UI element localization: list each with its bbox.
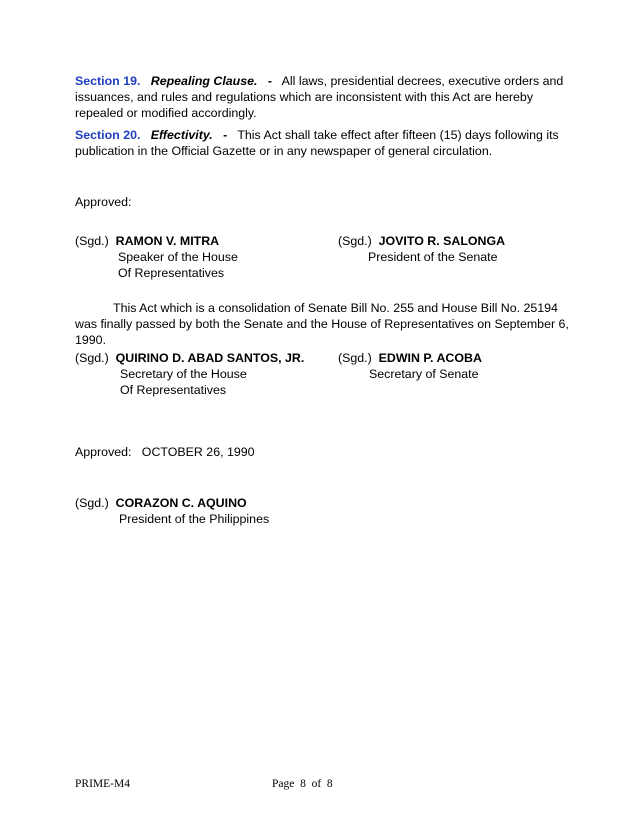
- signatory-title: Speaker of the House: [118, 250, 238, 264]
- sgd-label: (Sgd.): [75, 351, 109, 365]
- section-19: [75, 73, 575, 121]
- section-title: Effectivity.: [150, 128, 213, 142]
- consolidation-paragraph: This Act which is a consolidation of Senate Bill No. 255 and House Bill No. 25194 was finally passed by both the Senate and the House of Representatives on September 6, 1990.: [75, 301, 569, 347]
- section-title: Repealing Clause.: [150, 74, 258, 88]
- section-number: Section 20.: [75, 128, 141, 142]
- sgd-label: (Sgd.): [75, 496, 109, 510]
- signature-block-speaker: [75, 233, 325, 281]
- section-dash: -: [267, 74, 272, 88]
- footer-document-code: PRIME-M4: [75, 778, 130, 790]
- signatory-title-2: Of Representatives: [120, 383, 227, 397]
- section-text: All laws, presidential decrees, executive orders and issuances, and rules and regulations which are inconsistent with this Act are hereby repealed or modified accordingly.: [75, 74, 564, 120]
- sgd-label: (Sgd.): [338, 351, 372, 365]
- signatory-title-2: Of Representatives: [118, 266, 225, 280]
- section-text: This Act shall take effect after fifteen (15) days following its publication in the Official Gazette or in any newspaper of general circulation.: [75, 128, 559, 158]
- signatory-name: EDWIN P. ACOBA: [378, 351, 482, 365]
- signatory-name: JOVITO R. SALONGA: [378, 234, 506, 248]
- signature-block-house-secretary: [75, 350, 335, 398]
- signatory-name: RAMON V. MITRA: [115, 234, 220, 248]
- sgd-label: (Sgd.): [75, 234, 109, 248]
- section-20: [75, 127, 575, 159]
- sgd-label: (Sgd.): [338, 234, 372, 248]
- signatory-title: Secretary of the House: [120, 367, 247, 381]
- approved-date: Approved: OCTOBER 26, 1990: [75, 445, 255, 459]
- signature-block-senate-secretary: [338, 350, 588, 382]
- footer-page-number: Page 8 of 8: [272, 778, 333, 790]
- signature-block-senate-president: [338, 233, 588, 265]
- signatory-name: CORAZON C. AQUINO: [115, 496, 247, 510]
- approved-label: Approved:: [75, 195, 132, 209]
- signature-block-president: [75, 495, 375, 527]
- section-dash: -: [223, 128, 228, 142]
- signatory-title: Secretary of Senate: [369, 367, 479, 381]
- signatory-name: QUIRINO D. ABAD SANTOS, JR.: [115, 351, 305, 365]
- signatory-title: President of the Senate: [368, 250, 498, 264]
- signatory-title: President of the Philippines: [119, 512, 270, 526]
- section-number: Section 19.: [75, 74, 141, 88]
